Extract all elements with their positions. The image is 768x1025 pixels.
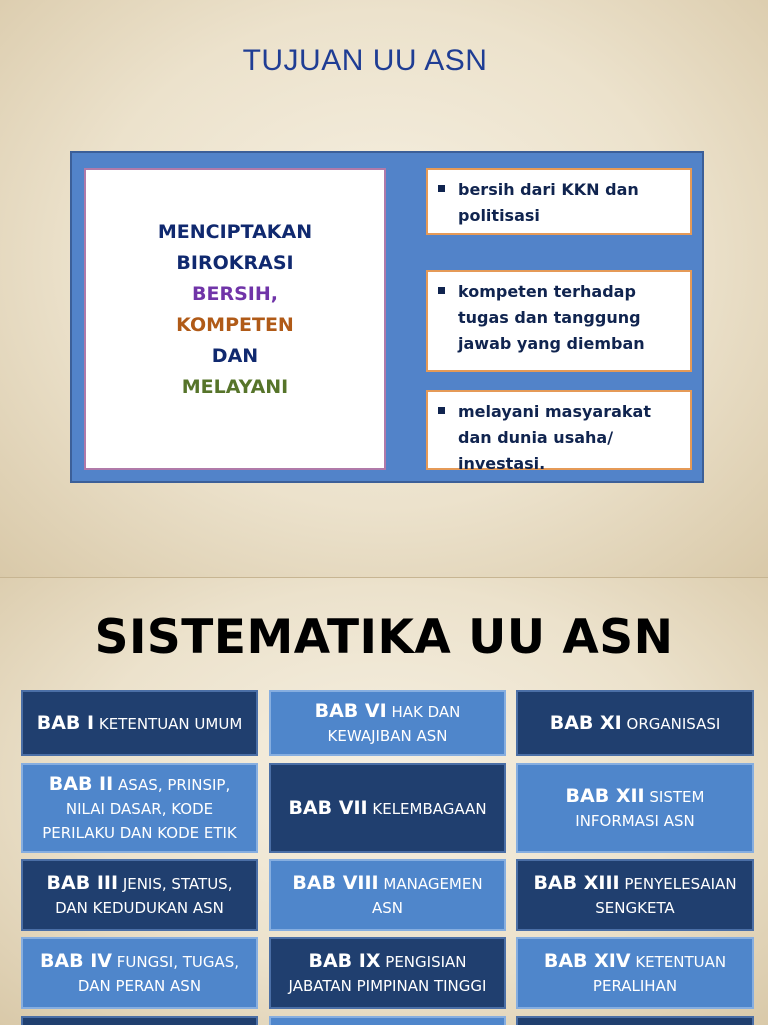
bullet-box [426, 270, 692, 372]
bab-tile [21, 690, 258, 756]
bab-title: HAK DAN KEWAJIBAN ASN [327, 702, 461, 745]
main-line: KOMPETEN [176, 314, 294, 336]
bab-title: KELEMBAGAAN [372, 799, 487, 818]
bab-number: BAB XIV [543, 949, 631, 972]
bab-number: BAB II [48, 772, 114, 795]
bullet-text: melayani masyarakat dan dunia usaha/ investasi. [458, 402, 651, 473]
bab-tile [269, 859, 506, 931]
main-line: BERSIH, [192, 283, 278, 305]
bab-tile [516, 859, 754, 931]
main-line: DAN [211, 345, 259, 367]
bullet-square-icon [438, 287, 445, 294]
bab-number: BAB IX [308, 949, 381, 972]
bab-title: PENGISIAN JABATAN PIMPINAN TINGGI [288, 952, 487, 995]
bab-number: BAB XII [565, 784, 645, 807]
bab-tile [21, 859, 258, 931]
bullet-box [426, 168, 692, 235]
bab-number: BAB I [36, 711, 95, 734]
bullet-box [426, 390, 692, 473]
bab-title: SISTEM INFORMASI ASN [575, 787, 705, 830]
slide-title: TUJUAN UU ASN [242, 44, 488, 77]
bab-number: BAB IV [39, 949, 113, 972]
bab-title: ASAS, PRINSIP, NILAI DASAR, KODE PERILAKU DAN KODE ETIK [42, 775, 237, 842]
main-line: MELAYANI [181, 376, 289, 398]
bab-number: BAB III [46, 871, 119, 894]
bab-title: KETENTUAN UMUM [98, 714, 243, 733]
bab-number: BAB XI [549, 711, 622, 734]
bab-tile [516, 937, 754, 1009]
bab-title: MANAGEMEN ASN [371, 874, 483, 917]
bab-title: KETENTUAN PERALIHAN [592, 952, 727, 995]
bab-number: BAB XIII [533, 871, 620, 894]
bab-number: BAB VIII [292, 871, 379, 894]
bab-title: ORGANISASI [626, 714, 721, 733]
bab-tile [269, 937, 506, 1009]
slide-title: SISTEMATIKA UU ASN [94, 610, 674, 665]
bab-number: BAB VI [314, 699, 387, 722]
bab-number: BAB VII [288, 796, 368, 819]
bab-title: PENYELESAIAN SENGKETA [595, 874, 737, 917]
bab-tile [269, 690, 506, 756]
bab-tile [21, 763, 258, 853]
bab-title: FUNGSI, TUGAS, DAN PERAN ASN [77, 952, 240, 995]
bab-tile [269, 763, 506, 853]
bullet-text: bersih dari KKN dan politisasi [458, 180, 639, 225]
bab-tile [21, 937, 258, 1009]
bab-tile [516, 690, 754, 756]
bab-tile [516, 763, 754, 853]
main-statement-box [84, 168, 386, 470]
bullet-text: kompeten terhadap tugas dan tanggung jawab yang diemban [458, 282, 645, 353]
bullet-square-icon [438, 185, 445, 192]
main-line: BIROKRASI [176, 252, 294, 274]
bullet-square-icon [438, 407, 445, 414]
bab-title: JENIS, STATUS, DAN KEDUDUKAN ASN [55, 874, 233, 917]
main-line: MENCIPTAKAN [157, 221, 313, 243]
slide-sistematika [0, 577, 768, 1025]
